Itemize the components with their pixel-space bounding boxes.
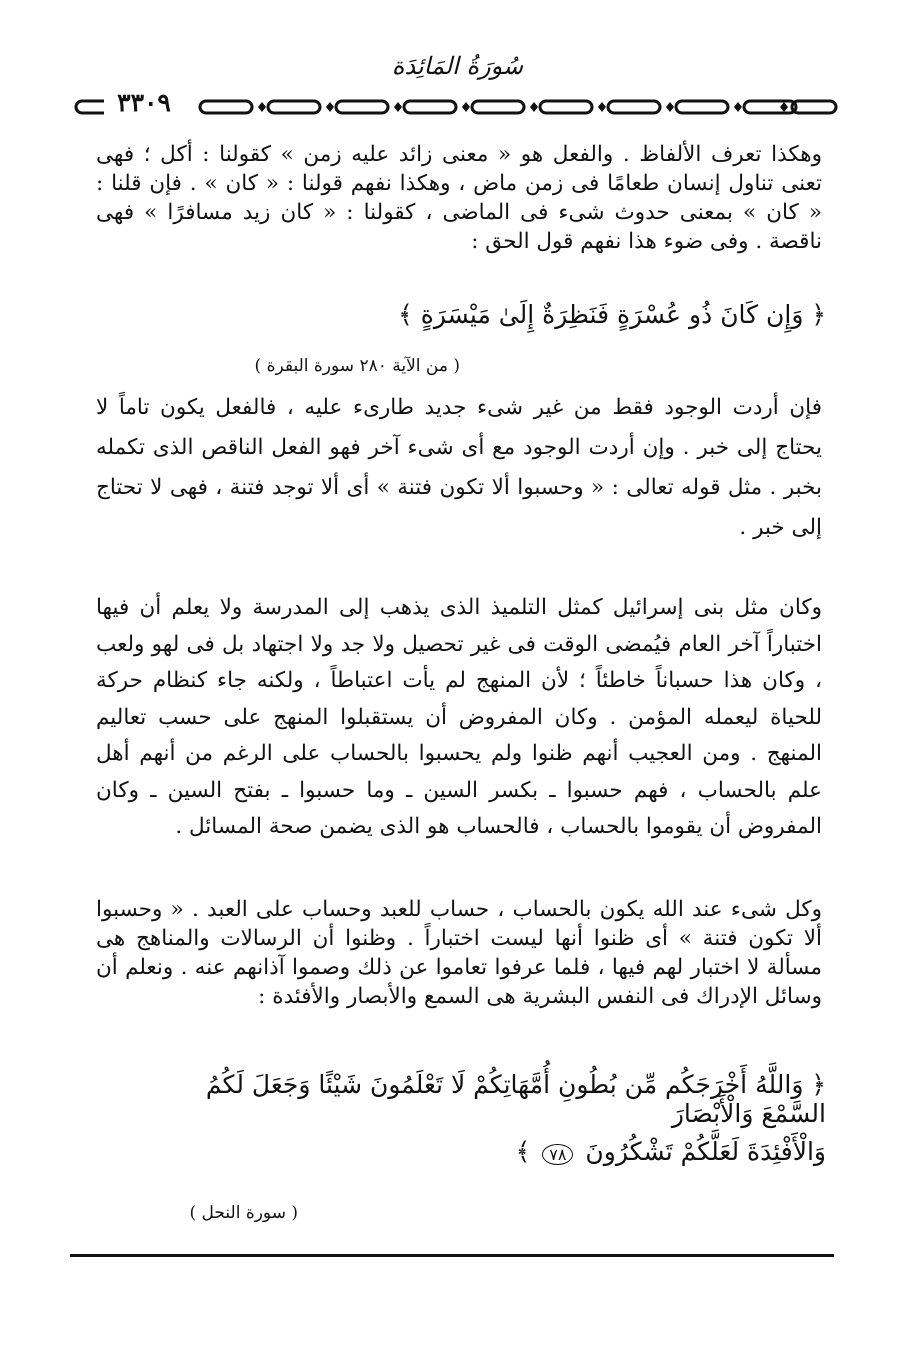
footer-divider: [70, 1254, 834, 1257]
verse-reference-1: ( من الآية ٢٨٠ سورة البقرة ): [254, 356, 460, 376]
header-ornament-border: [72, 92, 842, 122]
paragraph-4-text: وكل شىء عند الله يكون بالحساب ، حساب للعبد وحساب على العبد . « وحسبوا ألا تكون فتنة » أى ظنوا أنها ليست اختباراً . وظنوا أن الرسالات والمناهج هى مسألة لا اختبار لهم فيها ، فلما عرفوا تعاموا عن ذلك وصموا آذانهم عنه . ونعلم أن وسائل الإدراك فى النفس البشرية هى السمع والأبصار والأفئدة :: [96, 897, 822, 1009]
paragraph-1-text: وهكذا تعرف الألفاظ . والفعل هو « معنى زائد عليه زمن » كقولنا : أكل ؛ فهى تعنى تناول إنسان طعامًا فى زمن ماض ، وهكذا نفهم قولنا : « كان » . فإن قلنا : « كان » بمعنى حدوث شىء فى الماضى ، كقولنا : « كان زيد مسافرًا » فهى ناقصة . وفى ضوء هذا نفهم قول الحق :: [96, 142, 822, 254]
ayah-number-marker: ٧٨: [542, 1144, 573, 1165]
paragraph-3-text: وكان مثل بنى إسرائيل كمثل التلميذ الذى يذهب إلى المدرسة ولا يعلم أن فيها اختباراً آخر العام فيُمضى الوقت فى غير تحصيل ولا جد ولا اجتهاد بل فى لهو ولعب ، وكان هذا حسباناً خاطئاً ؛ لأن المنهج لم يأت اعتباطاً ، ولكنه جاء كنظام حركة للحياة ليعمله المؤمن . وكان المفروض أن يستقبلوا المنهج على حسب تعاليم المنهج . ومن العجيب أنهم ظنوا ولم يحسبوا بالحساب على الرغم من أنهم أهل علم بالحساب ، فهم حسبوا ـ بكسر السين ـ وما حسبوا ـ بفتح السين ـ وكان المفروض أن يقوموا بالحساب ، فالحساب هو الذى يضمن صحة المسائل .: [96, 595, 822, 839]
paragraph-1: [96, 140, 822, 256]
verse-reference-2: ( سورة النحل ): [189, 1203, 298, 1223]
page-number: ٣٣٠٩: [104, 88, 184, 117]
paragraph-2-text: فإن أردت الوجود فقط من غير شىء جديد طارىء عليه ، فالفعل يكون تاماً لا يحتاج إلى خبر . وإن أردت الوجود مع أى شىء آخر فهو الفعل الناقص الذى تكمله بخبر . مثل قوله تعالى : « وحسبوا ألا تكون فتنة » أى ألا توجد فتنة ، فهى لا تحتاج إلى خبر .: [96, 395, 822, 540]
surah-title: سُورَةُ المَائِدَة: [391, 52, 524, 80]
paragraph-3: [96, 590, 822, 846]
paragraph-4: [96, 895, 822, 1011]
paragraph-2: [96, 388, 822, 548]
quran-verse-2-text: وَالْأَفْئِدَةَ لَعَلَّكُمْ تَشْكُرُونَ: [585, 1137, 826, 1166]
quran-verse-2-line-2: [440, 1137, 826, 1166]
verse-close-bracket: ﴾: [515, 1137, 531, 1166]
quran-verse-2-line-1: ﴿ وَاللَّهُ أَخْرَجَكُم مِّن بُطُونِ أُمَّهَاتِكُمْ لَا تَعْلَمُونَ شَيْئًا وَجَعَلَ لَكُمُ السَّمْعَ وَالْأَبْصَارَ: [205, 1070, 826, 1128]
quran-verse-1: ﴿ وَإِن كَانَ ذُو عُسْرَةٍ فَنَظِرَةٌ إِلَىٰ مَيْسَرَةٍ ﴾: [398, 300, 826, 329]
